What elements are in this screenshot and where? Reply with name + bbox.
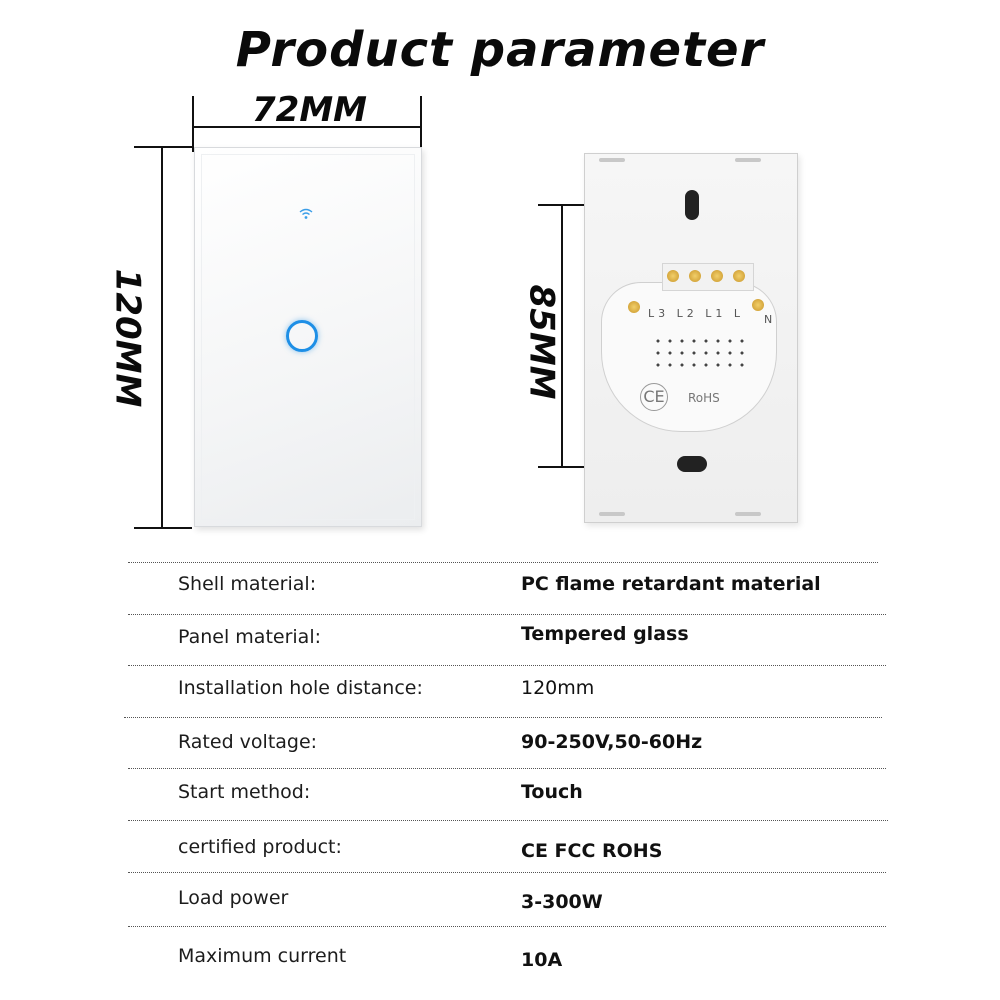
screw-hole-top (685, 190, 699, 220)
spec-label: Maximum current (178, 945, 347, 967)
spec-label: Load power (178, 887, 289, 909)
screw-hole-bottom (677, 456, 707, 472)
terminal-screw (667, 270, 679, 282)
table-divider (128, 872, 886, 873)
mount-screw (752, 299, 764, 311)
table-divider (128, 926, 886, 927)
neutral-label: N (764, 313, 773, 326)
wifi-icon (299, 208, 313, 220)
spec-value: 10A (521, 949, 563, 971)
height-dimension-label: 120MM (107, 268, 148, 408)
switch-module (601, 282, 777, 432)
spec-label: Installation hole distance: (178, 677, 423, 699)
terminal-screw (733, 270, 745, 282)
spec-label: certified product: (178, 836, 342, 858)
table-divider (124, 717, 882, 718)
mount-clip (735, 158, 761, 162)
touch-button-ring (286, 320, 318, 352)
table-divider (128, 820, 888, 821)
terminal-screw (711, 270, 723, 282)
height-dimension-tick-top (134, 146, 192, 148)
table-divider (128, 614, 886, 615)
mount-clip (599, 512, 625, 516)
vent-dots (652, 335, 752, 375)
rohs-mark: RoHS (688, 391, 720, 405)
table-divider (128, 562, 878, 563)
spec-value: Tempered glass (521, 623, 689, 645)
terminal-screw (689, 270, 701, 282)
hole-distance-label: 85MM (521, 284, 562, 400)
spec-value: 120mm (521, 677, 595, 699)
spec-label: Shell material: (178, 573, 317, 595)
switch-back-panel (584, 153, 798, 523)
height-dimension-tick-bottom (134, 527, 192, 529)
spec-value: CE FCC ROHS (521, 840, 663, 862)
mount-screw (628, 301, 640, 313)
table-divider (128, 665, 886, 666)
width-dimension-tick-right (420, 96, 422, 152)
spec-label: Panel material: (178, 626, 322, 648)
ce-mark: CE (640, 383, 668, 411)
table-divider (128, 768, 886, 769)
spec-label: Rated voltage: (178, 731, 318, 753)
switch-front-panel (194, 147, 422, 527)
mount-clip (599, 158, 625, 162)
height-dimension-line (161, 147, 163, 527)
spec-value: Touch (521, 781, 583, 803)
spec-value: 90-250V,50-60Hz (521, 731, 703, 753)
spec-label: Start method: (178, 781, 311, 803)
terminal-labels: L3 L2 L1 L (648, 307, 744, 320)
mount-clip (735, 512, 761, 516)
width-dimension-label: 72MM (252, 90, 367, 130)
spec-value: 3-300W (521, 891, 603, 913)
width-dimension-tick-left (192, 96, 194, 152)
terminal-block (662, 263, 754, 291)
spec-value: PC flame retardant material (521, 573, 821, 595)
page-title: Product parameter (235, 22, 765, 78)
